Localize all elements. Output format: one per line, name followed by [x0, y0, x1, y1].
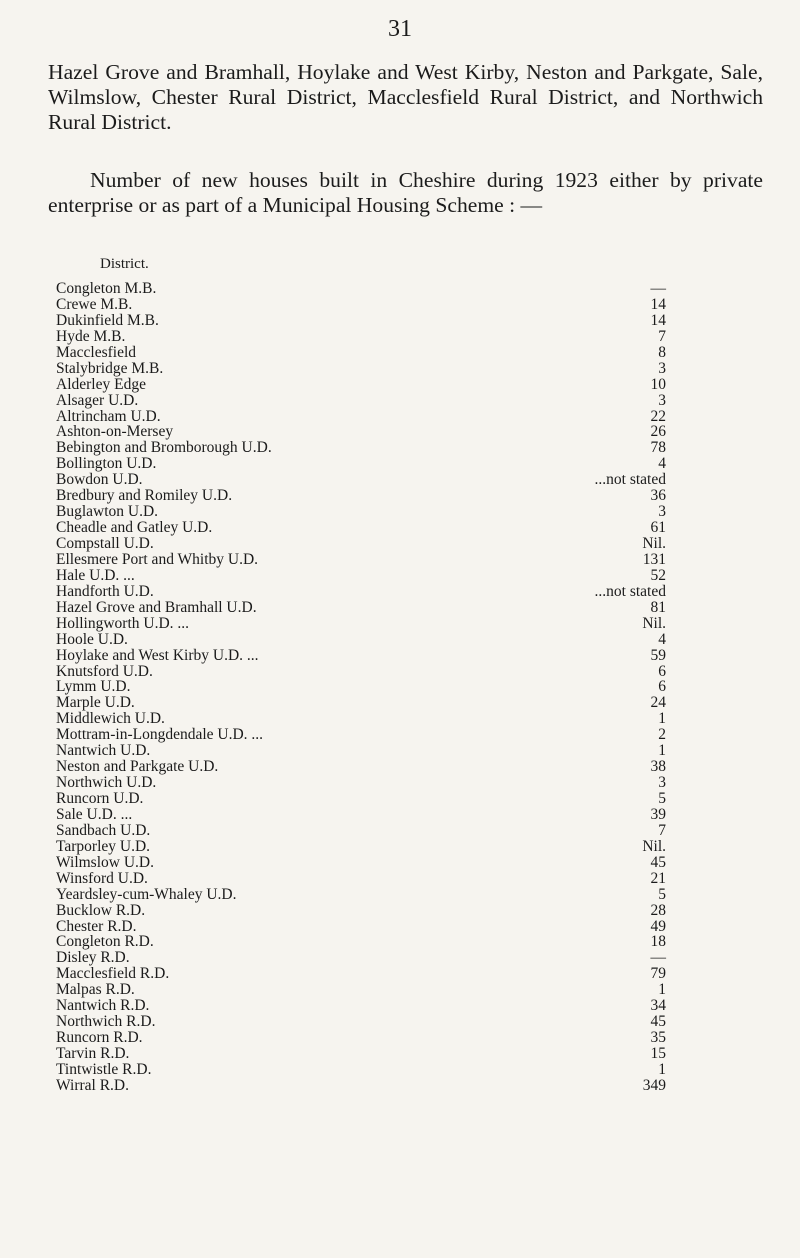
houses-built-value: 59 [650, 646, 666, 664]
table-row [56, 664, 666, 680]
district-name: Congleton R.D. [56, 933, 154, 951]
houses-built-value: — [650, 280, 666, 297]
district-name: Disley R.D. [56, 949, 130, 967]
district-name: Marple U.D. [56, 694, 135, 712]
table-row [56, 488, 666, 504]
houses-built-value: 36 [650, 487, 666, 505]
table-row [56, 1046, 666, 1062]
houses-built-value: 24 [650, 694, 666, 712]
houses-built-value: 5 [658, 885, 666, 903]
table-row [56, 919, 666, 935]
district-name: Wirral R.D. [56, 1076, 129, 1094]
district-name: Nantwich R.D. [56, 997, 150, 1015]
district-name: Macclesfield [56, 343, 137, 361]
table-row [56, 520, 666, 536]
district-name: Hyde M.B. [56, 327, 126, 345]
houses-built-value: 131 [642, 550, 666, 568]
district-name: Runcorn U.D. [56, 790, 144, 807]
table-row [56, 313, 666, 329]
table-row [56, 823, 666, 839]
table-row [56, 711, 666, 727]
table-row [56, 329, 666, 345]
district-name: Sale U.D. ... [56, 805, 133, 823]
district-name: Hoole U.D. [56, 630, 128, 648]
houses-built-value: 78 [650, 439, 666, 457]
district-name: Compstall U.D. [56, 535, 154, 552]
houses-built-value: 21 [650, 869, 666, 887]
district-name: Tintwistle R.D. [56, 1060, 152, 1078]
table-row [56, 743, 666, 759]
houses-built-value: 35 [650, 1029, 666, 1047]
district-name: Wilmslow U.D. [56, 853, 154, 871]
houses-built-value: 1 [658, 710, 666, 728]
district-name: Middlewich U.D. [56, 710, 165, 728]
district-name: Neston and Parkgate U.D. [56, 758, 219, 776]
housing-table [56, 281, 666, 1094]
table-row [56, 807, 666, 823]
table-row [56, 424, 666, 440]
houses-built-value: 26 [650, 423, 666, 441]
table-row [56, 982, 666, 998]
table-row [56, 1014, 666, 1030]
table-row [56, 1030, 666, 1046]
houses-built-value: ...not stated [594, 471, 666, 489]
district-name: Northwich U.D. [56, 774, 157, 792]
houses-built-value: ...not stated [594, 582, 666, 600]
district-name: Northwich R.D. [56, 1013, 156, 1031]
table-row [56, 903, 666, 919]
table-row [56, 297, 666, 313]
houses-built-value: 49 [650, 917, 666, 935]
table-row [56, 504, 666, 520]
district-name: Tarvin R.D. [56, 1045, 130, 1062]
houses-built-value: 14 [650, 311, 666, 329]
district-name: Winsford U.D. [56, 869, 148, 887]
houses-built-value: 3 [658, 774, 666, 792]
table-row [56, 536, 666, 552]
district-name: Cheadle and Gatley U.D. [56, 519, 213, 537]
houses-built-value: 3 [658, 503, 666, 521]
table-row [56, 775, 666, 791]
intro-paragraph: Hazel Grove and Bramhall, Hoylake and West Kirby, Neston and Parkgate, Sale, Wilmslow, Chester Rural District, Macclesfield Rural District, and Northwich Rural District. [48, 60, 763, 134]
houses-built-value: 7 [658, 327, 666, 345]
houses-built-value: 3 [658, 391, 666, 409]
district-name: Alderley Edge [56, 375, 146, 393]
district-name: Hazel Grove and Bramhall U.D. [56, 598, 257, 616]
houses-built-value: 22 [650, 407, 666, 425]
houses-built-value: 28 [650, 901, 666, 919]
houses-built-value: 4 [658, 455, 666, 473]
houses-built-value: 10 [650, 375, 666, 393]
table-row [56, 616, 666, 632]
table-row [56, 839, 666, 855]
district-name: Chester R.D. [56, 917, 137, 935]
table-row [56, 456, 666, 472]
table-row [56, 632, 666, 648]
houses-built-value: 45 [650, 1013, 666, 1031]
table-row [56, 871, 666, 887]
houses-built-value: Nil. [642, 535, 666, 552]
district-name: Runcorn R.D. [56, 1029, 143, 1047]
district-name: Stalybridge M.B. [56, 359, 164, 377]
district-name: Tarporley U.D. [56, 837, 151, 855]
houses-built-value: 1 [658, 981, 666, 999]
table-row [56, 584, 666, 600]
district-name: Ashton-on-Mersey [56, 423, 174, 441]
houses-built-value: 45 [650, 853, 666, 871]
houses-built-value: 3 [658, 359, 666, 377]
table-row [56, 393, 666, 409]
district-name: Lymm U.D. [56, 678, 131, 696]
table-row [56, 361, 666, 377]
district-name: Macclesfield R.D. [56, 965, 170, 983]
district-name: Altrincham U.D. [56, 407, 161, 425]
district-name: Knutsford U.D. [56, 662, 153, 680]
houses-built-value: 61 [650, 519, 666, 537]
page-number: 31 [388, 16, 412, 42]
district-name: Alsager U.D. [56, 391, 139, 409]
houses-built-value: 7 [658, 821, 666, 839]
table-row [56, 648, 666, 664]
table-row [56, 855, 666, 871]
table-row [56, 472, 666, 488]
table-row [56, 1078, 666, 1094]
district-name: Bredbury and Romiley U.D. [56, 487, 233, 505]
district-name: Hollingworth U.D. ... [56, 614, 190, 632]
houses-built-value: 39 [650, 805, 666, 823]
table-row [56, 281, 666, 297]
houses-built-value: 38 [650, 758, 666, 776]
houses-built-value: 6 [658, 662, 666, 680]
table-row [56, 1062, 666, 1078]
houses-built-value: 4 [658, 630, 666, 648]
table-row [56, 759, 666, 775]
table-row [56, 409, 666, 425]
table-row [56, 727, 666, 743]
houses-built-value: 79 [650, 965, 666, 983]
houses-built-value: 1 [658, 1060, 666, 1078]
table-row [56, 552, 666, 568]
houses-built-value: Nil. [642, 614, 666, 632]
district-name: Nantwich U.D. [56, 742, 151, 760]
district-name: Malpas R.D. [56, 981, 135, 999]
table-row [56, 791, 666, 807]
houses-built-value: 52 [650, 566, 666, 584]
houses-built-value: 8 [658, 343, 666, 361]
district-name: Sandbach U.D. [56, 821, 151, 839]
table-row [56, 966, 666, 982]
table-row [56, 950, 666, 966]
district-name: Congleton M.B. [56, 280, 157, 297]
district-name: Dukinfield M.B. [56, 311, 159, 329]
houses-built-value: 6 [658, 678, 666, 696]
table-row [56, 440, 666, 456]
houses-built-value: 2 [658, 726, 666, 744]
houses-built-value: Nil. [642, 837, 666, 855]
houses-built-value: 14 [650, 295, 666, 313]
district-name: Bucklow R.D. [56, 901, 146, 919]
district-name: Crewe M.B. [56, 295, 133, 313]
district-name: Bebington and Bromborough U.D. [56, 439, 272, 457]
district-column-label: District. [100, 256, 149, 272]
table-row [56, 998, 666, 1014]
district-name: Buglawton U.D. [56, 503, 159, 521]
district-name: Bowdon U.D. [56, 471, 143, 489]
district-name: Handforth U.D. [56, 582, 154, 600]
district-name: Hale U.D. ... [56, 566, 135, 584]
table-row [56, 600, 666, 616]
houses-built-value: 15 [650, 1045, 666, 1062]
table-row [56, 377, 666, 393]
district-name: Bollington U.D. [56, 455, 157, 473]
district-name: Ellesmere Port and Whitby U.D. [56, 550, 259, 568]
houses-built-value: 34 [650, 997, 666, 1015]
table-row [56, 887, 666, 903]
houses-built-value: — [650, 949, 666, 967]
district-name: Mottram-in-Longdendale U.D. ... [56, 726, 264, 744]
houses-built-value: 349 [642, 1076, 666, 1094]
table-heading: Number of new houses built in Cheshire during 1923 either by private enterprise or as part of a Municipal Housing Scheme : — [48, 168, 763, 217]
table-row [56, 345, 666, 361]
district-name: Hoylake and West Kirby U.D. ... [56, 646, 259, 664]
district-name: Yeardsley-cum-Whaley U.D. [56, 885, 237, 903]
table-row [56, 934, 666, 950]
table-row [56, 568, 666, 584]
table-row [56, 695, 666, 711]
table-row [56, 679, 666, 695]
houses-built-value: 5 [658, 790, 666, 807]
houses-built-value: 18 [650, 933, 666, 951]
houses-built-value: 81 [650, 598, 666, 616]
houses-built-value: 1 [658, 742, 666, 760]
